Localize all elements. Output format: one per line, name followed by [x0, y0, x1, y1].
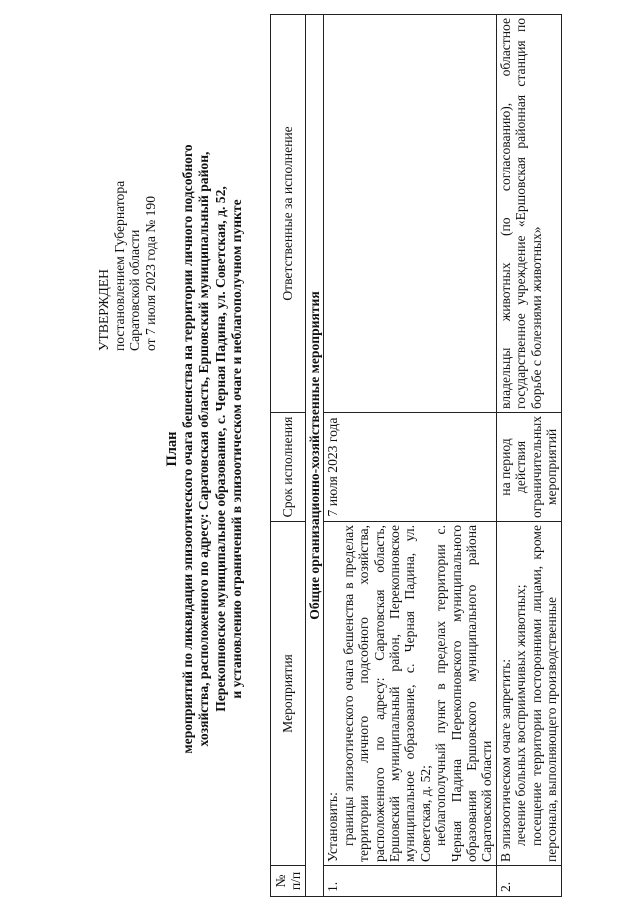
- measure-paragraph: неблагополучный пункт в пределах территории с. Черная Падина Перекопновского муниципального образования Ершовского муниципального района Саратовской области: [433, 525, 495, 862]
- measure-paragraph: границы эпизоотического очага бешенства в пределах территории личного подсобного хозяйства, расположенного по адресу: Саратовская область, Ершовский муниципальный район, Перекопновское муниципальное образование, с. Черная Падина, ул. Советская, д. 52;: [340, 525, 433, 862]
- plan-subtitle-line-2: хозяйства, расположенного по адресу: Саратовская область, Ершовский муниципальный район,: [196, 151, 212, 747]
- approval-region: Саратовской области: [127, 229, 143, 351]
- header-term: Срок исполнения: [271, 412, 306, 521]
- row-term: на период действия ограничительных мероприятий: [496, 412, 561, 521]
- measure-paragraph: Установить:: [325, 792, 341, 862]
- plan-subtitle-line-4: и установлению ограничений в эпизоотическом очаге и неблагополучном пункте: [228, 199, 244, 699]
- approval-date: от 7 июля 2023 года № 190: [142, 195, 158, 351]
- row-number: 2.: [496, 866, 561, 897]
- measures-table: [270, 14, 562, 897]
- row-term: 7 июля 2023 года: [324, 412, 496, 521]
- measure-paragraph: лечение больных восприимчивых животных;: [513, 584, 529, 846]
- plan-heading: [164, 69, 245, 829]
- approval-title: УТВЕРЖДЕН: [96, 269, 111, 351]
- row-responsible: владельцы животных (по согласованию), областное государственное учреждение «Ершовская районная станция по борьбе с болезнями животных»: [496, 14, 561, 412]
- table-section-row: [306, 14, 324, 896]
- plan-title: План: [164, 431, 180, 467]
- approval-stamp: [96, 121, 158, 351]
- row-measures: [324, 522, 496, 866]
- measure-paragraph: В эпизоотическом очаге запретить:: [497, 658, 513, 862]
- row-responsible: [324, 14, 496, 412]
- header-responsible: Ответственные за исполнение: [271, 14, 306, 412]
- table-row: [496, 14, 561, 896]
- section-title: Общие организационно-хозяйственные мероприятия: [306, 14, 324, 896]
- row-measures: [496, 522, 561, 866]
- approval-decree: постановлением Губернатора: [111, 180, 127, 351]
- table-header-row: [271, 14, 306, 896]
- measure-paragraph: посещение территории посторонними лицами, кроме персонала, выполняющего производственные: [528, 525, 560, 862]
- plan-subtitle-line-3: Перекопновское муниципальное образование, с. Черная Падина, ул. Советская, д. 52,: [212, 186, 228, 712]
- row-number: 1.: [324, 866, 496, 897]
- table-row: [324, 14, 496, 896]
- plan-subtitle-line-1: мероприятий по ликвидации эпизоотического очага бешенства на территории личного подсобного: [180, 144, 196, 754]
- header-num: № п/п: [271, 866, 306, 897]
- header-measures: Мероприятия: [271, 522, 306, 866]
